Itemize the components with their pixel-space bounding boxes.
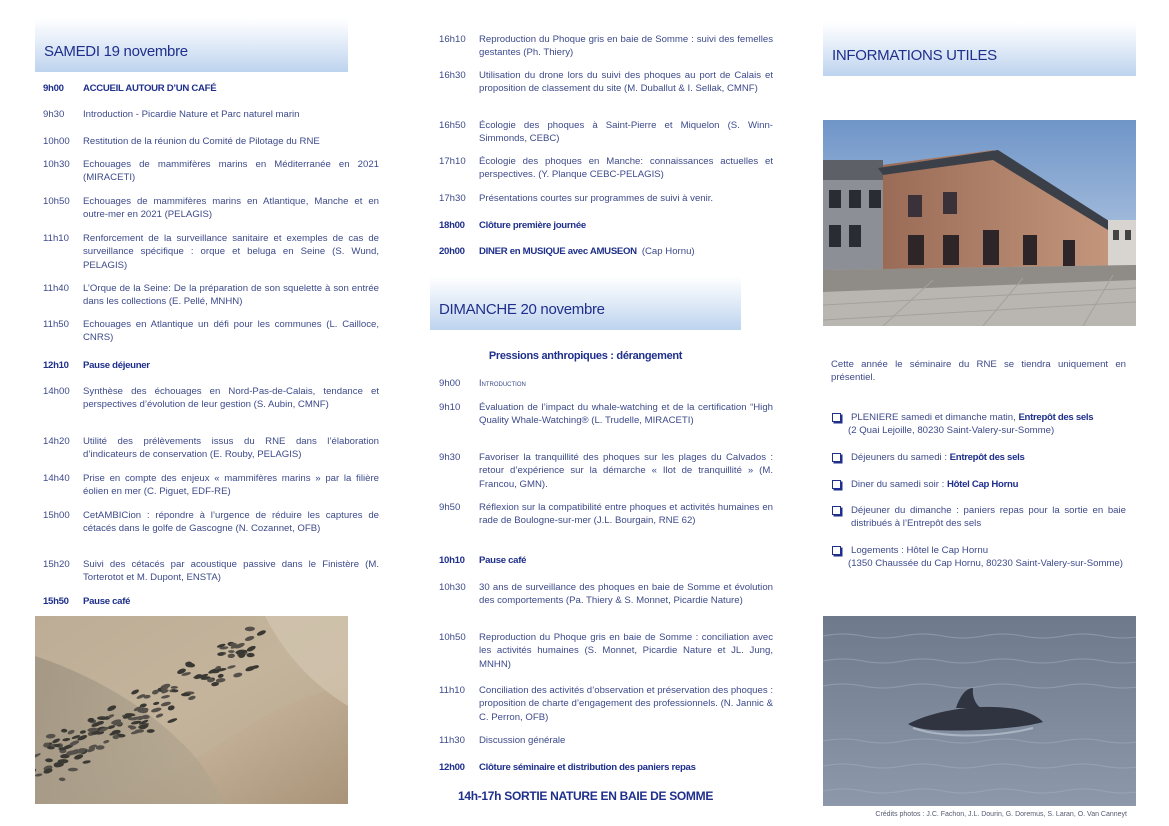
schedule-time: 9h30 <box>439 452 461 463</box>
info-bullet-address: (1350 Chaussée du Cap Hornu, 80230 Saint-Valery-sur-Somme) <box>848 558 1123 570</box>
schedule-time: 10h00 <box>43 136 70 147</box>
schedule-text: ACCUEIL AUTOUR D’UN CAFÉ <box>83 83 217 94</box>
schedule-description <box>83 282 379 309</box>
schedule-text: Clôture première journée <box>479 220 586 231</box>
schedule-description <box>479 631 773 671</box>
schedule-description <box>479 734 773 747</box>
checkbox-bullet-icon <box>832 546 841 555</box>
schedule-description <box>83 472 379 499</box>
info-bullet-text <box>851 451 1126 464</box>
schedule-description <box>479 219 773 232</box>
schedule-description <box>479 245 773 258</box>
info-bullet-label: Logements : Hôtel le Cap Hornu <box>851 545 989 556</box>
schedule-text: Conciliation des activités d’observation et préservation des phoques : proposition de charte d’engagement des professionnels. (N. Jannic & C. Perron, OFB) <box>479 685 773 723</box>
schedule-time: 15h20 <box>43 559 70 570</box>
info-bullet-label: PLENIERE samedi et dimanche matin, <box>851 412 1019 423</box>
schedule-description <box>83 108 379 121</box>
schedule-time: 9h50 <box>439 502 461 513</box>
checkbox-bullet-icon <box>832 453 841 462</box>
schedule-text: Echouages de mammifères marins en Atlantique, Manche et en outre-mer en 2021 (PELAGIS) <box>83 196 379 221</box>
schedule-text: Écologie des phoques en Manche: connaissances actuelles et perspectives. (Y. Planque CEBC-PELAGIS) <box>479 156 773 181</box>
schedule-time: 17h30 <box>439 193 466 204</box>
schedule-text: Introduction - Picardie Nature et Parc naturel marin <box>83 109 300 120</box>
info-header <box>823 22 1136 76</box>
schedule-time: 15h00 <box>43 510 70 521</box>
schedule-text: Pause déjeuner <box>83 360 150 371</box>
schedule-text: Restitution de la réunion du Comité de Pilotage du RNE <box>83 136 320 147</box>
schedule-description <box>479 501 773 528</box>
schedule-description <box>83 82 379 95</box>
schedule-text: Renforcement de la surveillance sanitaire et exemples de cas de surveillance spécifique : orque et beluga en Seine (S. Wund, PELAGIS) <box>83 233 379 271</box>
schedule-text: L’Orque de la Seine: De la préparation de son squelette à son entrée dans les collections (E. Pellé, MNHN) <box>83 283 379 308</box>
schedule-description <box>83 195 379 222</box>
schedule-time: 16h10 <box>439 34 466 45</box>
seals-beach-photo <box>35 616 348 804</box>
schedule-description <box>479 401 773 428</box>
schedule-description <box>479 192 773 205</box>
schedule-time: 9h00 <box>43 83 64 94</box>
schedule-text: Introduction <box>479 378 526 388</box>
saturday-header <box>35 18 348 72</box>
schedule-text: Pause café <box>479 555 527 566</box>
schedule-time: 11h10 <box>43 233 69 244</box>
info-bullet-venue: Entrepôt des sels <box>1018 412 1094 423</box>
schedule-text: Utilisation du drone lors du suivi des phoques au port de Calais et proposition de classement du site (M. Duballut & I. Sellak, CMNF) <box>479 70 773 95</box>
schedule-description <box>83 509 379 536</box>
schedule-description <box>83 595 379 608</box>
schedule-description <box>479 33 773 60</box>
schedule-description <box>479 684 773 724</box>
schedule-time: 9h30 <box>43 109 65 120</box>
schedule-description <box>83 385 379 412</box>
schedule-text: Utilité des prélèvements issus du RNE dans l’élaboration d’indicateurs de conservation (E. Rouby, PELAGIS) <box>83 436 379 461</box>
schedule-description <box>479 377 773 390</box>
schedule-description <box>479 155 773 182</box>
schedule-text: CetAMBICion : répondre à l’urgence de réduire les captures de cétacés dans le golfe de Gascogne (N. Cozannet, OFB) <box>83 510 379 535</box>
schedule-time: 18h00 <box>439 220 465 231</box>
schedule-text: Reproduction du Phoque gris en baie de Somme : conciliation avec les activités humaines (S. Monnet, Picardie Nature et JL. Jung, MNHN) <box>479 632 773 670</box>
saturday-title: SAMEDI 19 novembre <box>44 43 188 60</box>
info-bullet-address: (2 Quai Lejoille, 80230 Saint-Valery-sur-Somme) <box>848 425 1055 437</box>
schedule-text: Synthèse des échouages en Nord-Pas-de-Calais, tendance et perspectives d’évolution de leur gestion (S. Aubin, CMNF) <box>83 386 379 411</box>
schedule-time: 14h00 <box>43 386 70 397</box>
info-title: INFORMATIONS UTILES <box>832 47 997 64</box>
schedule-description <box>479 69 773 96</box>
schedule-time: 9h00 <box>439 378 461 389</box>
schedule-time: 14h40 <box>43 473 70 484</box>
schedule-text: Prise en compte des enjeux « mammifères marins » par la filière éolien en mer (C. Piguet, EDF-RE) <box>83 473 379 498</box>
checkbox-bullet-icon <box>832 413 841 422</box>
schedule-description <box>479 451 773 491</box>
info-bullet-text <box>848 411 1126 438</box>
schedule-description <box>83 318 379 345</box>
seal-mark <box>61 729 67 733</box>
schedule-text: Favoriser la tranquillité des phoques sur les plages du Calvados : retour d’expérience sur la démarche « Ilot de tranquillité » (M. Francou, GMN). <box>479 452 773 490</box>
sunday-title: DIMANCHE 20 novembre <box>439 301 605 318</box>
sunday-subtitle: Pressions anthropiques : dérangement <box>488 350 683 362</box>
schedule-time: 10h10 <box>439 555 465 566</box>
sunday-closing-event: 14h-17h SORTIE NATURE EN BAIE DE SOMME <box>457 789 714 803</box>
schedule-description <box>479 554 773 567</box>
info-bullet-label: Déjeuners du samedi : <box>851 452 950 463</box>
schedule-description <box>479 761 773 774</box>
schedule-description <box>83 135 379 148</box>
schedule-description <box>83 232 379 272</box>
entrepot-des-sels-photo <box>823 120 1136 326</box>
schedule-time: 9h10 <box>439 402 461 413</box>
schedule-time: 16h50 <box>439 120 466 131</box>
info-bullet-text <box>848 544 1126 571</box>
schedule-time: 10h50 <box>439 632 466 643</box>
porpoise-photo <box>823 616 1136 806</box>
info-bullet-venue: Entrepôt des sels <box>949 452 1025 463</box>
schedule-time: 16h30 <box>439 70 466 81</box>
schedule-time: 11h30 <box>439 735 465 746</box>
schedule-time: 11h10 <box>439 685 465 696</box>
schedule-time: 20h00 <box>439 246 465 257</box>
photo-credits: Crédits photos : J.C. Fachon, J.L. Dourin, G. Doremus, S. Laran, O. Van Canneyt <box>875 811 1127 818</box>
schedule-time: 12h00 <box>439 762 465 773</box>
schedule-text: Écologie des phoques à Saint-Pierre et Miquelon (S. Winn-Simmonds, CEBC) <box>479 120 773 145</box>
sunday-header <box>430 276 741 330</box>
schedule-description <box>83 359 379 372</box>
schedule-text: Évaluation de l’impact du whale-watching et de la certification “High Quality Whale-Watching® (L. Trudelle, MIRACETI) <box>479 402 773 427</box>
info-bullet-label: Diner du samedi soir : <box>851 479 947 490</box>
schedule-text: Clôture séminaire et distribution des paniers repas <box>479 762 696 773</box>
schedule-text: Reproduction du Phoque gris en baie de Somme : suivi des femelles gestantes (Ph. Thiery) <box>479 34 773 59</box>
schedule-time: 14h20 <box>43 436 70 447</box>
schedule-text: Réflexion sur la compatibilité entre phoques et activités humaines en rade de Boulogne-sur-mer (J.L. Bourgain, RNE 62) <box>479 502 773 527</box>
schedule-description <box>83 435 379 462</box>
schedule-description <box>479 119 773 146</box>
info-bullet-label: Déjeuner du dimanche : paniers repas pour la sortie en baie distribués à l’Entrepôt des sels <box>851 505 1126 530</box>
schedule-text: DINER en MUSIQUE avec AMUSEON <box>479 246 637 257</box>
seal-mark <box>97 716 107 720</box>
schedule-time: 17h10 <box>439 156 466 167</box>
schedule-description <box>83 558 379 585</box>
schedule-text: Echouages en Atlantique un défi pour les communes (L. Cailloce, CNRS) <box>83 319 379 344</box>
schedule-time: 10h30 <box>43 159 70 170</box>
schedule-text: Pause café <box>83 596 131 607</box>
schedule-description <box>479 581 773 608</box>
schedule-time: 12h10 <box>43 360 69 371</box>
schedule-location: (Cap Hornu) <box>641 246 695 257</box>
schedule-time: 10h50 <box>43 196 70 207</box>
schedule-text: Présentations courtes sur programmes de suivi à venir. <box>479 193 714 204</box>
info-bullet-venue: Hôtel Cap Hornu <box>946 479 1019 490</box>
schedule-time: 11h50 <box>43 319 69 330</box>
schedule-time: 11h40 <box>43 283 69 294</box>
checkbox-bullet-icon <box>832 506 841 515</box>
schedule-description <box>83 158 379 185</box>
schedule-time: 10h30 <box>439 582 466 593</box>
info-bullet-text <box>851 478 1126 491</box>
schedule-text: Suivi des cétacés par acoustique passive dans le Finistère (M. Torterotot et M. Dupont, ENSTA) <box>83 559 379 584</box>
schedule-text: Discussion générale <box>479 735 566 746</box>
schedule-text: Echouages de mammifères marins en Méditerranée en 2021 (MIRACETI) <box>83 159 379 184</box>
checkbox-bullet-icon <box>832 480 841 489</box>
schedule-time: 15h50 <box>43 596 69 607</box>
schedule-text: 30 ans de surveillance des phoques en baie de Somme et évolution des comportements (Pa. Thiery & S. Monnet, Picardie Nature) <box>479 582 773 607</box>
info-intro-text: Cette année le séminaire du RNE se tiendra uniquement en présentiel. <box>831 359 1126 384</box>
info-bullet-text <box>851 504 1126 531</box>
